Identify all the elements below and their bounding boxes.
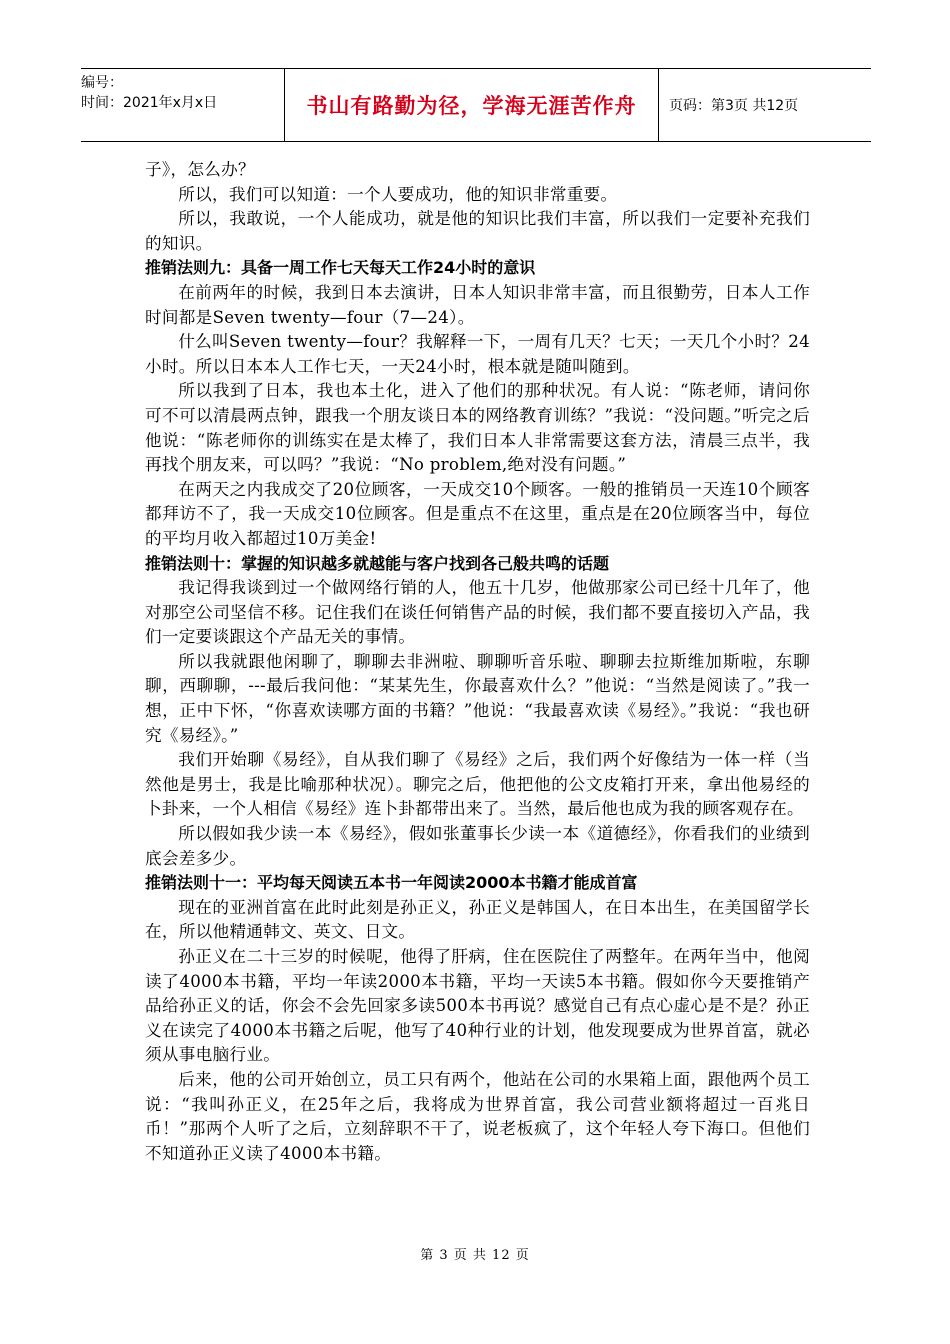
body-paragraph: 所以，我们可以知道：一个人要成功，他的知识非常重要。 <box>178 184 618 204</box>
document-time-label: 时间：2021年x月x日 <box>81 95 218 111</box>
body-paragraph: 所以我到了日本，我也本土化，进入了他们的那种状况。有人说：“陈老师，请问你可不可以清晨两点钟，跟我一个朋友谈日本的网络教育训练？”我说：“没问题。”听完之后他说：“陈老师你的训练实在是太棒了，我们日本人非常需要这套方法，清晨三点半，我再找个朋友来，可以吗？”我说：“No problem,绝对没有问题。” <box>145 381 810 475</box>
section-heading: 推销法则九：具备一周工作七天每天工作24小时的意识 <box>145 258 536 278</box>
body-paragraph: 我记得我谈到过一个做网络行销的人，他五十几岁，他做那家公司已经十几年了，他对那空公司坚信不移。记住我们在谈任何销售产品的时候，我们都不要直接切入产品，我们一定要谈跟这个产品无关的事情。 <box>145 578 810 647</box>
header-meta <box>81 69 284 141</box>
body-paragraph: 所以假如我少读一本《易经》，假如张董事长少读一本《道德经》，你看我们的业绩到底会差多少。 <box>145 824 810 868</box>
document-body <box>145 158 810 1166</box>
body-paragraph: 子》，怎么办？ <box>145 160 255 179</box>
header-page-info: 页码：第3页 共12页 <box>669 98 799 114</box>
document-number-label: 编号： <box>81 75 123 91</box>
body-paragraph: 后来，他的公司开始创立，员工只有两个，他站在公司的水果箱上面，跟他两个员工说：“我叫孙正义，在25年之后，我将成为世界首富，我公司营业额将超过一百兆日币！”那两个人听了之后，立刻辞职不干了，说老板疯了，这个年轻人夸下海口。但他们不知道孙正义读了4000本书籍。 <box>145 1069 810 1163</box>
body-paragraph: 现在的亚洲首富在此时此刻是孙正义，孙正义是韩国人，在日本出生，在美国留学长在，所以他精通韩文、英文、日文。 <box>145 897 810 942</box>
page-header <box>81 68 871 142</box>
body-paragraph: 所以我就跟他闲聊了，聊聊去非洲啦、聊聊听音乐啦、聊聊去拉斯维加斯啦，东聊聊，西聊聊，---最后我问他：“某某先生，你最喜欢什么？”他说：“当然是阅读了。”我一想，正中下怀，“你喜欢读哪方面的书籍？”他说：“我最喜欢读《易经》。”我说：“我也研究《易经》。” <box>145 651 810 745</box>
body-paragraph: 我们开始聊《易经》，自从我们聊了《易经》之后，我们两个好像结为一体一样（当然他是男士，我是比喻那种状况）。聊完之后，他把他的公文皮箱打开来，拿出他易经的卜卦来，一个人相信《易经》连卜卦都带出来了。当然，最后他也成为我的顾客观存在。 <box>145 750 810 819</box>
body-paragraph: 什么叫Seven twenty—four？我解释一下，一周有几天？七天；一天几个小时？24小时。所以日本本人工作七天，一天24小时，根本就是随叫随到。 <box>145 332 810 376</box>
body-paragraph: 在前两年的时候，我到日本去演讲，日本人知识非常丰富，而且很勤劳，日本人工作时间都是Seven twenty—four（7—24）。 <box>145 282 810 327</box>
body-paragraph: 在两天之内我成交了20位顾客，一天成交10个顾客。一般的推销员一天连10个顾客都拜访不了，我一天成交10位顾客。但是重点不在这里，重点是在20位顾客当中，每位的平均月收入都超过10万美金! <box>145 479 810 548</box>
header-motto: 书山有路勤为径，学海无涯苦作舟 <box>284 69 659 141</box>
section-heading: 推销法则十一：平均每天阅读五本书一年阅读2000本书籍才能成首富 <box>145 873 638 893</box>
body-paragraph: 孙正义在二十三岁的时候呢，他得了肝病，住在医院住了两整年。在两年当中，他阅读了4000本书籍，平均一年读2000本书籍，平均一天读5本书籍。假如你今天要推销产品给孙正义的话，你会不会先回家多读500本书再说？感觉自己有点心虚心是不是？孙正义在读完了4000本书籍之后呢，他写了40种行业的计划，他发现要成为世界首富，就必须从事电脑行业。 <box>145 947 810 1065</box>
page-footer: 第 3 页 共 12 页 <box>420 1248 530 1263</box>
section-heading: 推销法则十：掌握的知识越多就越能与客户找到各己般共鸣的话题 <box>145 553 610 573</box>
body-paragraph: 所以，我敢说，一个人能成功，就是他的知识比我们丰富，所以我们一定要补充我们的知识。 <box>145 209 810 253</box>
